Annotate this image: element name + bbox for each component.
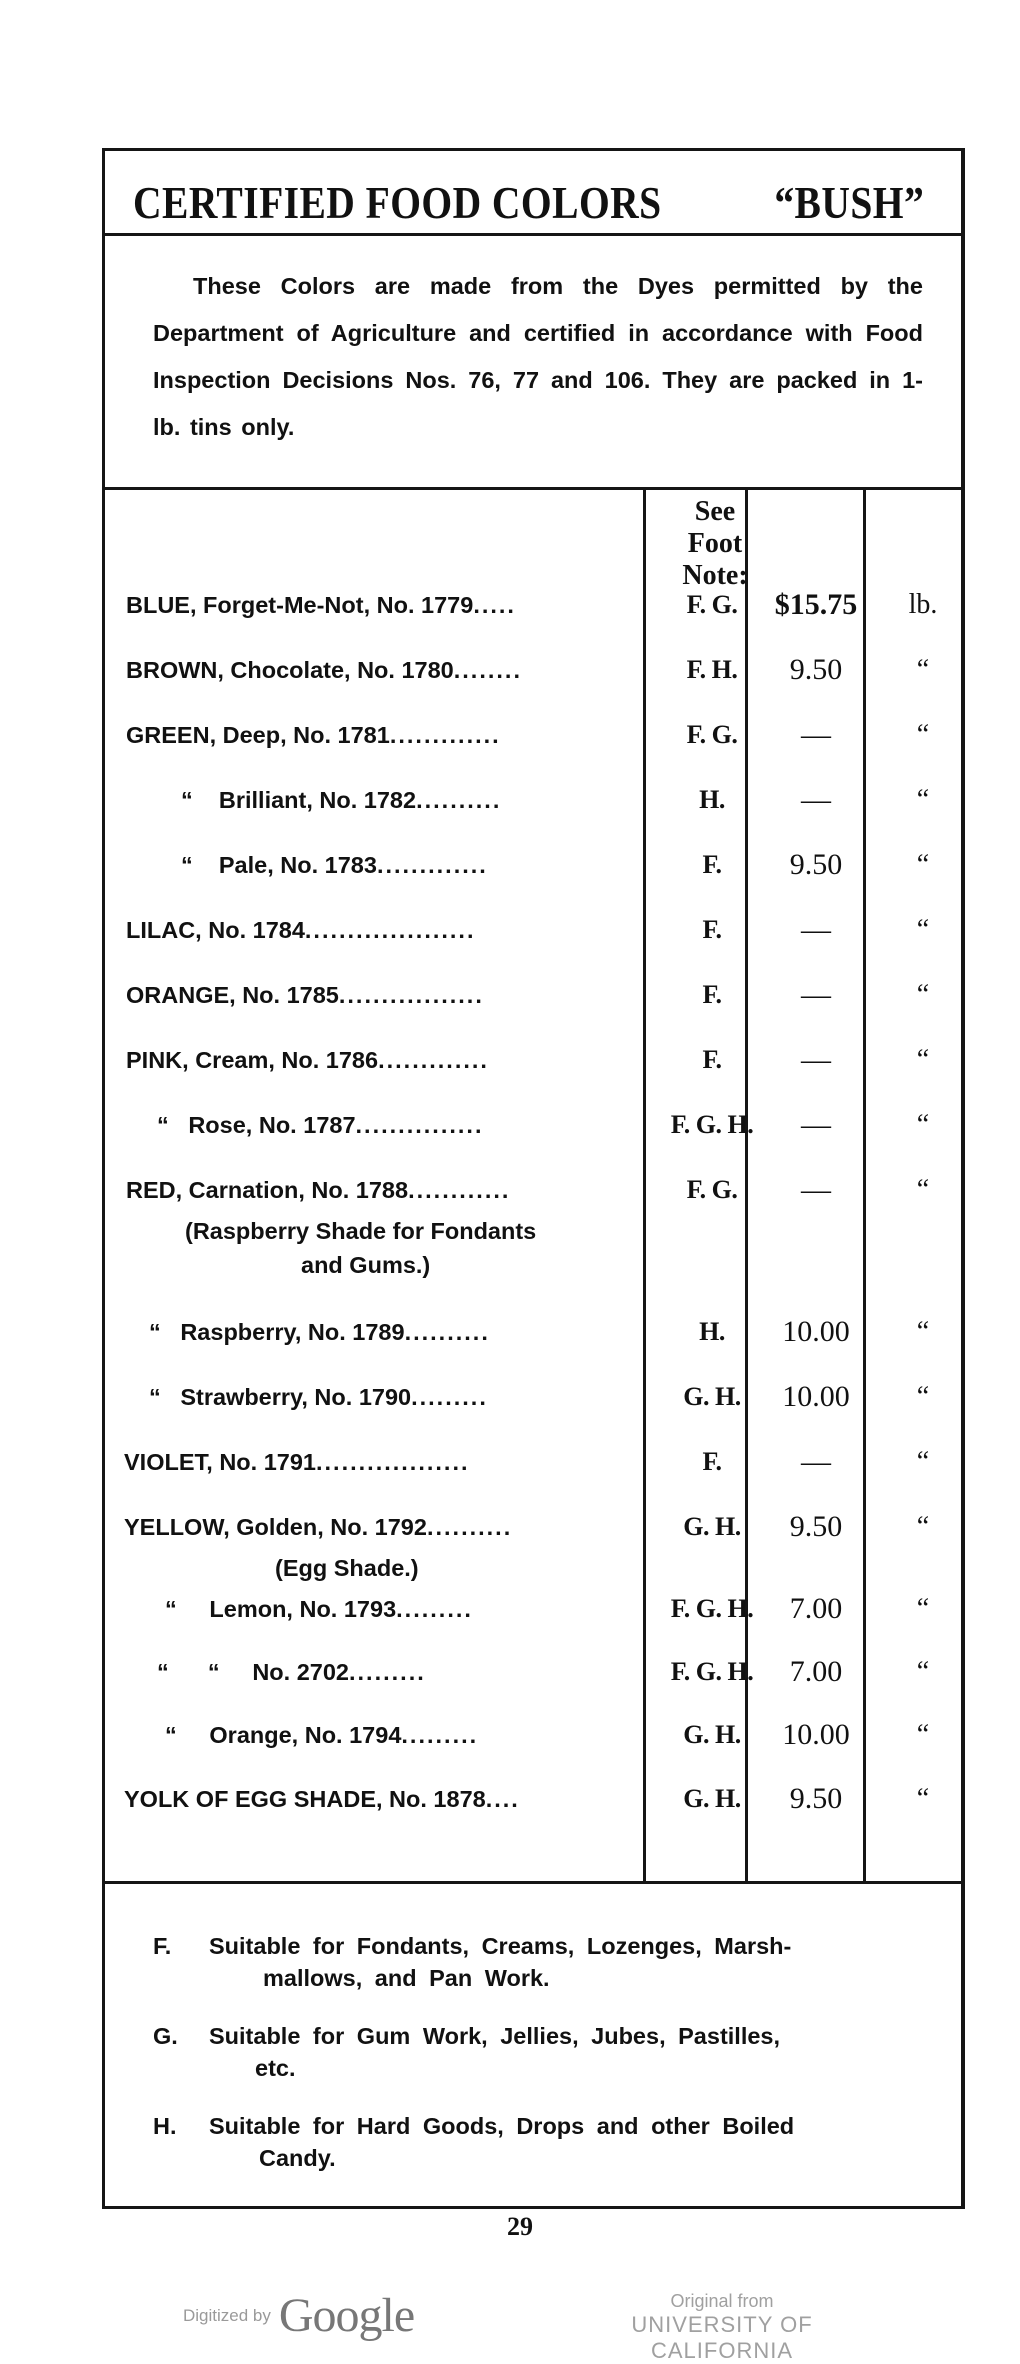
original-from-text: Original from bbox=[670, 2291, 774, 2311]
footnote-ref: F. bbox=[702, 850, 722, 879]
original-from-watermark bbox=[582, 2290, 862, 2364]
unit: “ bbox=[916, 1593, 930, 1624]
digitized-by-text: Digitized by bbox=[183, 2305, 271, 2325]
row-label: YOLK OF EGG SHADE, No. 1878 bbox=[124, 1786, 486, 1812]
color-name bbox=[124, 1779, 638, 1819]
color-name bbox=[126, 975, 638, 1015]
row-label: YELLOW, Golden, No. 1792 bbox=[124, 1514, 427, 1540]
unit: “ bbox=[916, 849, 930, 880]
header-line-1: See bbox=[694, 496, 736, 527]
egg-shade-note: (Egg Shade.) bbox=[275, 1555, 419, 1581]
footnote-text: Suitable for Fondants, Creams, Lozenges, Marsh- bbox=[209, 1933, 792, 1959]
price: 9.50 bbox=[789, 1510, 843, 1543]
price: — bbox=[801, 718, 831, 751]
price-list-frame bbox=[102, 148, 965, 2209]
dot-leader: ......... bbox=[396, 1596, 473, 1622]
dot-leader: ......... bbox=[348, 1659, 426, 1685]
table-row bbox=[105, 1652, 961, 1692]
unit: “ bbox=[916, 1446, 930, 1477]
footnote-divider bbox=[105, 1881, 961, 1884]
footnote-ref: F. G. H. bbox=[670, 1110, 754, 1139]
footnote-ref: G. H. bbox=[683, 1382, 741, 1411]
dot-leader: ......... bbox=[401, 1722, 479, 1748]
table-row bbox=[105, 845, 961, 885]
red-shade-note: (Raspberry Shade for Fondants bbox=[185, 1218, 537, 1244]
page-title bbox=[133, 171, 925, 233]
color-name bbox=[149, 1377, 638, 1417]
dot-leader: .................. bbox=[315, 1449, 470, 1475]
price: — bbox=[801, 913, 831, 946]
footnote-ref: F. bbox=[702, 980, 722, 1009]
color-name bbox=[124, 1507, 638, 1547]
price: 10.00 bbox=[782, 1718, 850, 1751]
page-number: 29 bbox=[507, 2212, 533, 2241]
unit: “ bbox=[916, 914, 930, 945]
color-name bbox=[124, 1442, 638, 1482]
color-name bbox=[126, 585, 638, 625]
price: 7.00 bbox=[789, 1655, 843, 1688]
footnote-ref: F. G. H. bbox=[670, 1657, 754, 1686]
unit: “ bbox=[916, 979, 930, 1010]
dot-leader: ............ bbox=[408, 1177, 511, 1203]
footnote-g bbox=[153, 2019, 780, 2053]
footnote-key: G. bbox=[153, 2023, 178, 2049]
row-label: LILAC, No. 1784 bbox=[126, 917, 305, 943]
intro-divider bbox=[105, 487, 961, 490]
color-name bbox=[181, 845, 638, 885]
footnote-key: F. bbox=[153, 1933, 172, 1959]
color-name bbox=[126, 650, 638, 690]
footnote-f bbox=[153, 1929, 791, 1963]
footnote-ref: F. bbox=[702, 915, 722, 944]
brand-text: “BUSH” bbox=[774, 176, 925, 228]
intro-paragraph: These Colors are made from the Dyes permitted by the Department of Agriculture and certified in accordance with Food Inspection Decisions Nos. 76, 77 and 106. They are packed in 1-lb. tins only. bbox=[153, 273, 923, 440]
footnote-g-continued: etc. bbox=[255, 2055, 296, 2081]
footnote-h-continued: Candy. bbox=[259, 2145, 336, 2171]
footnote-ref: F. bbox=[702, 1045, 722, 1074]
price: — bbox=[801, 1173, 831, 1206]
table-row bbox=[105, 1377, 961, 1417]
color-name bbox=[149, 1312, 638, 1352]
unit: “ bbox=[916, 654, 930, 685]
title-divider bbox=[105, 233, 961, 236]
row-label: “ Strawberry, No. 1790 bbox=[149, 1384, 412, 1410]
dot-leader: ................. bbox=[338, 982, 484, 1008]
red-shade-note-continued: and Gums.) bbox=[301, 1252, 431, 1278]
table-row bbox=[105, 1715, 961, 1755]
unit: “ bbox=[916, 1316, 930, 1347]
table-row bbox=[105, 1040, 961, 1080]
color-name bbox=[126, 1040, 638, 1080]
digitized-by-watermark bbox=[183, 2288, 414, 2343]
row-label: “ Pale, No. 1783 bbox=[181, 852, 377, 878]
row-label: VIOLET, No. 1791 bbox=[124, 1449, 316, 1475]
dot-leader: ......... bbox=[411, 1384, 488, 1410]
price: — bbox=[801, 783, 831, 816]
unit: “ bbox=[916, 1044, 930, 1075]
color-name bbox=[126, 1170, 638, 1210]
price: $15.75 bbox=[774, 588, 858, 621]
row-label: “ “ No. 2702 bbox=[157, 1659, 349, 1685]
dot-leader: ............. bbox=[378, 1047, 489, 1073]
footnote-ref: G. H. bbox=[683, 1512, 741, 1541]
unit: “ bbox=[916, 719, 930, 750]
unit: “ bbox=[916, 1783, 930, 1814]
table-row bbox=[105, 1170, 961, 1210]
price: — bbox=[801, 1445, 831, 1478]
footnote-ref: G. H. bbox=[683, 1720, 741, 1749]
table-row bbox=[105, 1105, 961, 1145]
dot-leader: .... bbox=[485, 1786, 520, 1812]
footnote-key: H. bbox=[153, 2113, 177, 2139]
color-name bbox=[126, 910, 638, 950]
dot-leader: .......... bbox=[416, 787, 502, 813]
dot-leader: .................... bbox=[304, 917, 476, 943]
footnote-ref: F. G. bbox=[686, 590, 738, 619]
footnote-ref: H. bbox=[699, 785, 725, 814]
footnote-ref: F. G. bbox=[686, 1175, 738, 1204]
price: 9.50 bbox=[789, 653, 843, 686]
unit: “ bbox=[916, 1511, 930, 1542]
table-row bbox=[105, 715, 961, 755]
color-name bbox=[157, 1652, 638, 1692]
dot-leader: ............... bbox=[355, 1112, 484, 1138]
dot-leader: ............. bbox=[389, 722, 501, 748]
unit: “ bbox=[916, 784, 930, 815]
dot-leader: ........ bbox=[453, 657, 522, 683]
table-row bbox=[105, 1312, 961, 1352]
table-row bbox=[105, 780, 961, 820]
footnote-ref: F. G. H. bbox=[670, 1594, 754, 1623]
row-label: “ Rose, No. 1787 bbox=[157, 1112, 356, 1138]
color-name bbox=[126, 715, 638, 755]
price: 7.00 bbox=[789, 1592, 843, 1625]
google-logo: Google bbox=[278, 2289, 415, 2342]
price: — bbox=[801, 1108, 831, 1141]
dot-leader: ............. bbox=[376, 852, 488, 878]
header-line-2: Foot bbox=[687, 528, 743, 559]
footnote-column-header bbox=[665, 496, 765, 592]
table-row bbox=[105, 975, 961, 1015]
title-text: CERTIFIED FOOD COLORS bbox=[133, 176, 662, 228]
institution-text: UNIVERSITY OF CALIFORNIA bbox=[631, 2312, 813, 2363]
unit: “ bbox=[916, 1174, 930, 1205]
table-row bbox=[105, 1589, 961, 1629]
table-row bbox=[105, 650, 961, 690]
unit: “ bbox=[916, 1381, 930, 1412]
row-label: “ Lemon, No. 1793 bbox=[165, 1596, 397, 1622]
color-name bbox=[165, 1589, 638, 1629]
price: — bbox=[801, 978, 831, 1011]
footnote-ref: F. H. bbox=[686, 655, 738, 684]
dot-leader: .......... bbox=[426, 1514, 513, 1540]
row-label: GREEN, Deep, No. 1781 bbox=[126, 722, 390, 748]
dot-leader: .......... bbox=[404, 1319, 490, 1345]
unit: “ bbox=[916, 1109, 930, 1140]
footnote-text: Suitable for Hard Goods, Drops and other Boiled bbox=[209, 2113, 795, 2139]
row-label: BLUE, Forget-Me-Not, No. 1779 bbox=[126, 592, 474, 618]
price: 9.50 bbox=[789, 1782, 843, 1815]
price: — bbox=[801, 1043, 831, 1076]
footnote-f-continued: mallows, and Pan Work. bbox=[263, 1965, 550, 1991]
table-row bbox=[105, 1442, 961, 1482]
color-name bbox=[165, 1715, 638, 1755]
price: 9.50 bbox=[789, 848, 843, 881]
unit: “ bbox=[916, 1719, 930, 1750]
price: 10.00 bbox=[782, 1380, 850, 1413]
table-row bbox=[105, 585, 961, 625]
row-label: “ Orange, No. 1794 bbox=[165, 1722, 402, 1748]
footnote-ref: H. bbox=[699, 1317, 725, 1346]
table-row bbox=[105, 910, 961, 950]
footnote-ref: F. G. bbox=[686, 720, 738, 749]
row-label: “ Brilliant, No. 1782 bbox=[181, 787, 417, 813]
footnote-ref: F. bbox=[702, 1447, 722, 1476]
row-label: RED, Carnation, No. 1788 bbox=[126, 1177, 409, 1203]
dot-leader: ..... bbox=[473, 592, 516, 618]
color-name bbox=[157, 1105, 638, 1145]
row-label: ORANGE, No. 1785 bbox=[126, 982, 339, 1008]
table-row bbox=[105, 1507, 961, 1547]
unit: “ bbox=[916, 1656, 930, 1687]
row-label: “ Raspberry, No. 1789 bbox=[149, 1319, 405, 1345]
unit: lb. bbox=[908, 589, 938, 620]
footnote-ref: G. H. bbox=[683, 1784, 741, 1813]
header-line-3: Note: bbox=[682, 560, 748, 591]
footnote-text: Suitable for Gum Work, Jellies, Jubes, Pastilles, bbox=[209, 2023, 781, 2049]
color-name bbox=[181, 780, 638, 820]
row-label: PINK, Cream, No. 1786 bbox=[126, 1047, 379, 1073]
table-row bbox=[105, 1779, 961, 1819]
price: 10.00 bbox=[782, 1315, 850, 1348]
row-label: BROWN, Chocolate, No. 1780 bbox=[126, 657, 454, 683]
footnote-h bbox=[153, 2109, 794, 2143]
